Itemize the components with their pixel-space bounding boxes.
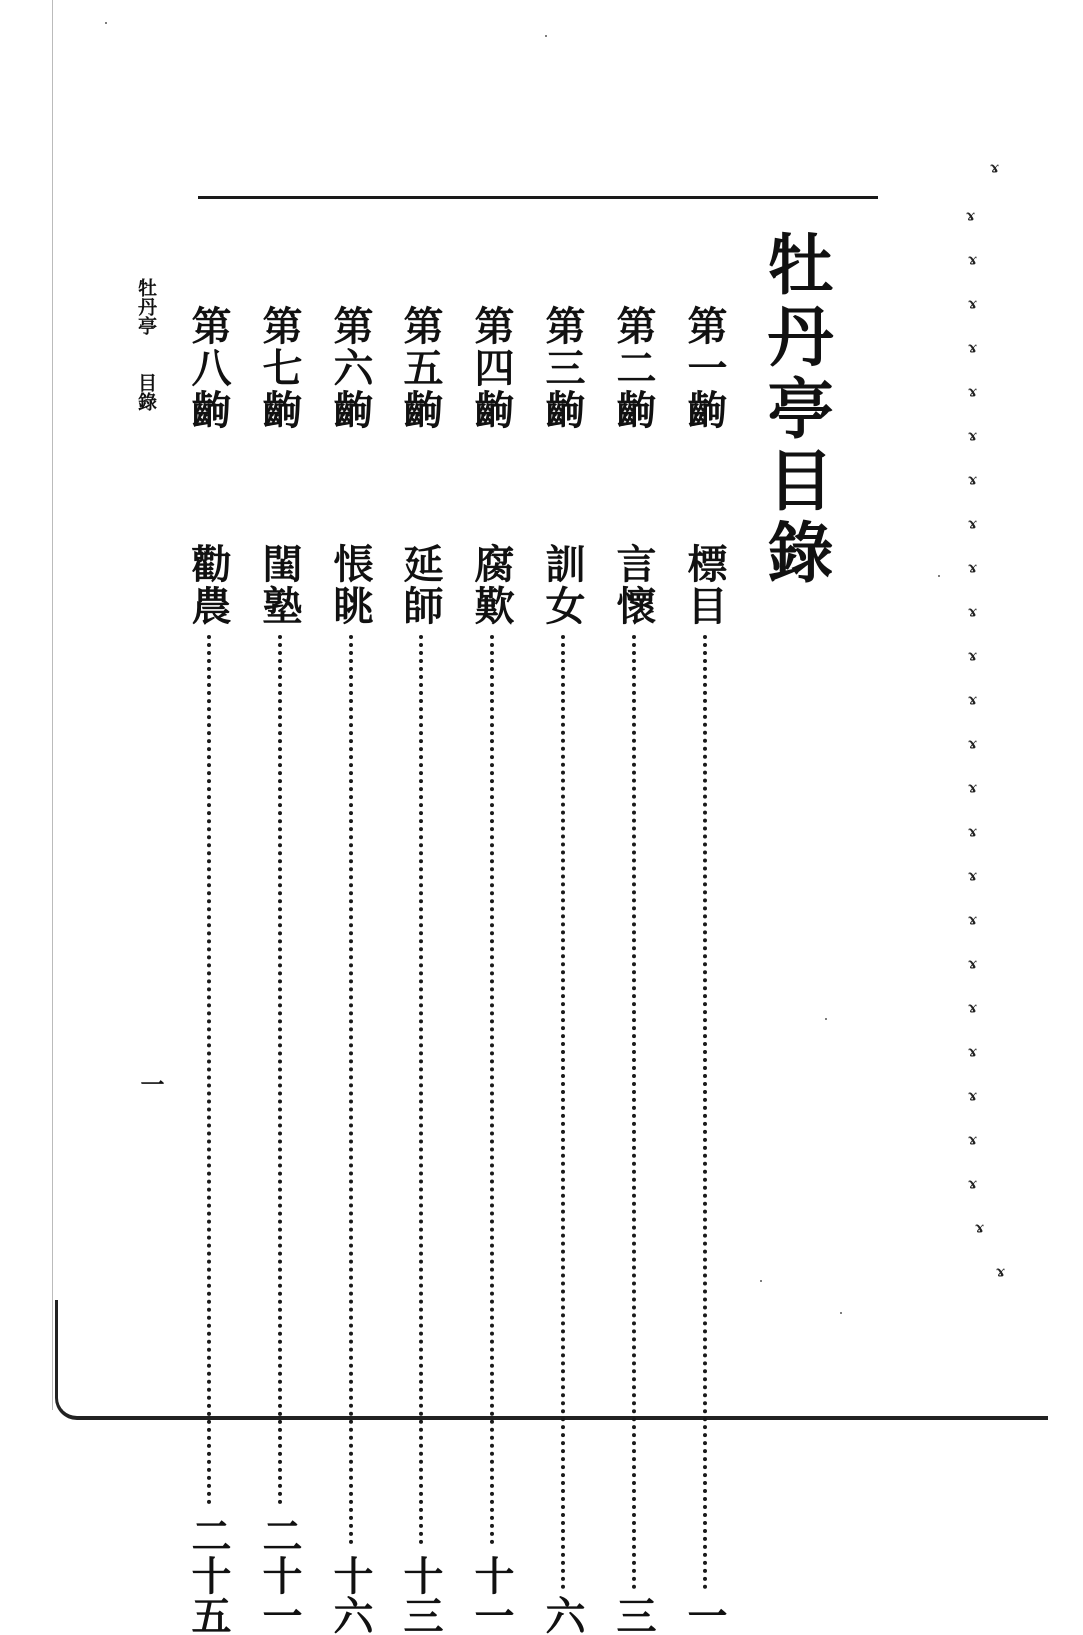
binding-mark: ɤ bbox=[968, 780, 977, 796]
binding-mark: ɤ bbox=[968, 912, 977, 928]
page-title: 牡丹亭目錄 bbox=[756, 230, 834, 590]
entry-number: 第三齣 bbox=[539, 305, 586, 431]
binding-mark: ɤ bbox=[968, 1044, 977, 1060]
binding-mark: ɤ bbox=[968, 1088, 977, 1104]
scan-speck bbox=[840, 1312, 842, 1314]
entry-page: 十三 bbox=[397, 1555, 444, 1635]
entry-title: 訓女 bbox=[539, 543, 586, 627]
entry-page: 一 bbox=[681, 1595, 728, 1635]
toc-entry bbox=[681, 305, 744, 1635]
top-rule bbox=[198, 196, 878, 199]
entry-page: 二十五 bbox=[185, 1515, 232, 1635]
entry-title: 言懷 bbox=[610, 543, 657, 627]
binding-mark: ɤ bbox=[968, 736, 977, 752]
running-page-number: 一 bbox=[136, 1072, 165, 1096]
entry-number: 第二齣 bbox=[610, 305, 657, 431]
binding-mark: ɤ bbox=[968, 340, 977, 356]
binding-mark: ɤ bbox=[968, 296, 977, 312]
dot-leader bbox=[207, 635, 211, 1505]
dot-leader bbox=[703, 635, 707, 1590]
binding-mark: ɤ bbox=[968, 868, 977, 884]
entry-title: 延師 bbox=[397, 543, 444, 627]
scan-speck bbox=[825, 1018, 827, 1020]
binding-mark: ɤ bbox=[996, 1264, 1005, 1280]
entry-title: 勸農 bbox=[185, 543, 232, 627]
entry-title: 閨塾 bbox=[256, 543, 303, 627]
entry-page: 三 bbox=[610, 1595, 657, 1635]
entry-page: 十一 bbox=[468, 1555, 515, 1635]
entry-number: 第四齣 bbox=[468, 305, 515, 431]
dot-leader bbox=[349, 635, 353, 1545]
toc-entry bbox=[397, 305, 460, 1635]
binding-mark: ɤ bbox=[968, 560, 977, 576]
running-head-section: 目錄 bbox=[135, 373, 157, 411]
scan-speck bbox=[105, 22, 107, 24]
binding-mark: ɤ bbox=[968, 692, 977, 708]
toc-entry bbox=[610, 305, 673, 1635]
entry-number: 第六齣 bbox=[327, 305, 374, 431]
entry-number: 第七齣 bbox=[256, 305, 303, 431]
entry-number: 第五齣 bbox=[397, 305, 444, 431]
toc-entry bbox=[539, 305, 602, 1635]
dot-leader bbox=[561, 635, 565, 1590]
dot-leader bbox=[278, 635, 282, 1505]
entry-page: 二十一 bbox=[256, 1515, 303, 1635]
binding-mark: ɤ bbox=[968, 384, 977, 400]
entry-number: 第八齣 bbox=[185, 305, 232, 431]
binding-mark: ɤ bbox=[968, 956, 977, 972]
binding-mark: ɤ bbox=[968, 604, 977, 620]
toc-entry bbox=[327, 305, 390, 1635]
dot-leader bbox=[632, 635, 636, 1590]
binding-mark: ɤ bbox=[968, 824, 977, 840]
binding-mark: ɤ bbox=[968, 1176, 977, 1192]
binding-mark: ɤ bbox=[968, 428, 977, 444]
entry-title: 標目 bbox=[681, 543, 728, 627]
scan-speck bbox=[760, 1280, 762, 1282]
dot-leader bbox=[419, 635, 423, 1545]
binding-mark: ɤ bbox=[966, 208, 975, 224]
scan-speck bbox=[938, 575, 940, 577]
binding-mark: ɤ bbox=[968, 648, 977, 664]
running-head-book: 牡丹亭 bbox=[135, 278, 157, 335]
binding-mark: ɤ bbox=[975, 1220, 984, 1236]
toc-entry bbox=[468, 305, 531, 1635]
entry-title: 悵眺 bbox=[327, 543, 374, 627]
toc-entry bbox=[185, 305, 248, 1635]
entry-page: 六 bbox=[539, 1595, 586, 1635]
entry-number: 第一齣 bbox=[681, 305, 728, 431]
binding-mark: ɤ bbox=[968, 1132, 977, 1148]
binding-mark: ɤ bbox=[968, 1000, 977, 1016]
dot-leader bbox=[490, 635, 494, 1545]
binding-mark: ɤ bbox=[968, 516, 977, 532]
running-head bbox=[136, 278, 155, 411]
binding-mark: ɤ bbox=[968, 252, 977, 268]
entry-title: 腐歎 bbox=[468, 543, 515, 627]
toc-entry bbox=[256, 305, 319, 1635]
binding-mark: ɤ bbox=[990, 160, 999, 176]
binding-mark: ɤ bbox=[968, 472, 977, 488]
scan-speck bbox=[545, 35, 547, 37]
scan-margin-line bbox=[52, 0, 53, 1410]
entry-page: 十六 bbox=[327, 1555, 374, 1635]
